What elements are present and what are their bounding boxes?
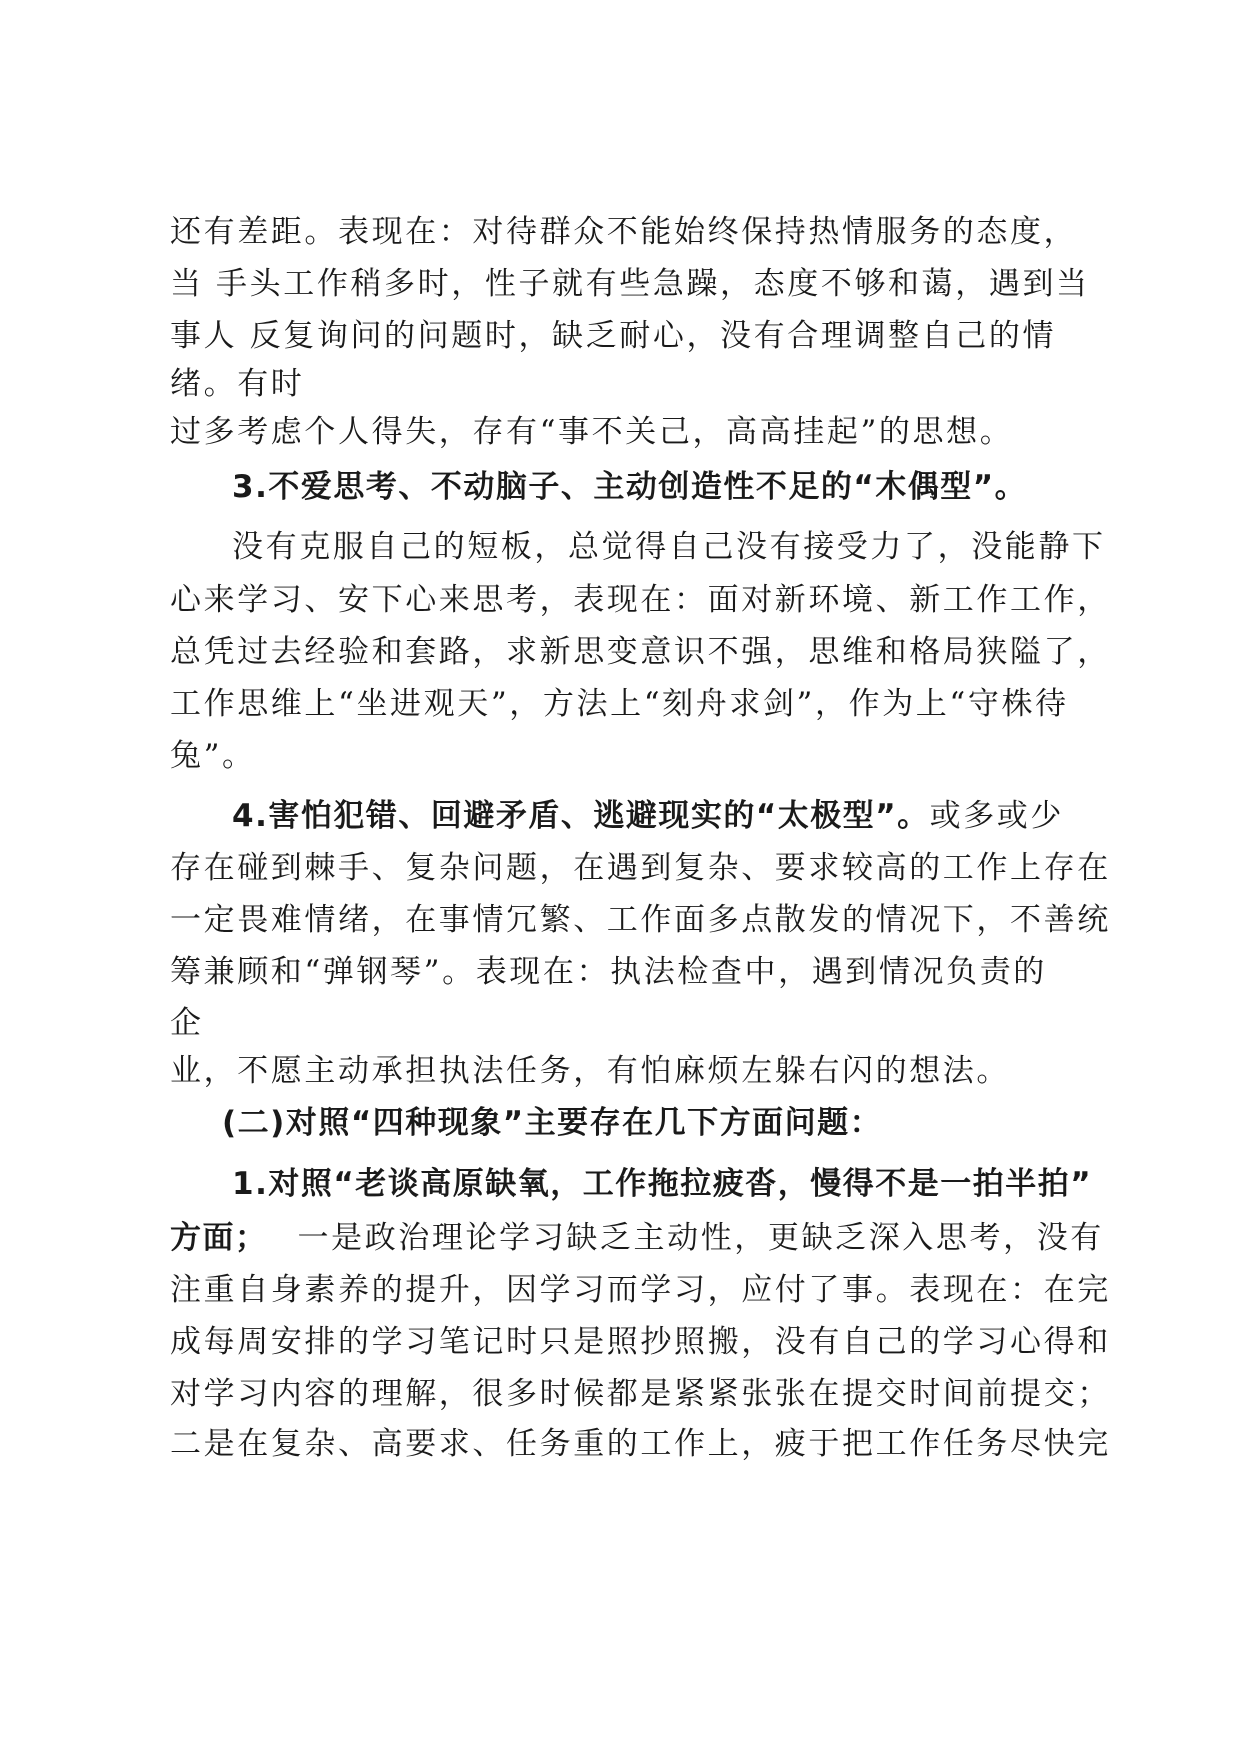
paragraph-line: 兔”。 — [170, 738, 256, 774]
paragraph-line: 注重自身素养的提升，因学习而学习，应付了事。表现在：在完 — [170, 1272, 1111, 1308]
section-heading-3: 3.不爱思考、不动脑子、主动创造性不足的“木偶型”。 — [232, 469, 1028, 505]
item-heading-1: 1.对照“老谈高原缺氧，工作拖拉疲沓，慢得不是一拍半拍” — [232, 1166, 1093, 1202]
paragraph-line: 绪。有时 — [170, 366, 305, 402]
paragraph-line: 没有克服自己的短板，总觉得自己没有接受力了，没能静下 — [232, 529, 1106, 565]
paragraph-line: 总凭过去经验和套路，求新思变意识不强，思维和格局狭隘了， — [170, 634, 1111, 670]
paragraph-line: 事人 反复询问的问题时，缺乏耐心，没有合理调整自己的情 — [170, 318, 1057, 354]
item-heading-line — [170, 1216, 1104, 1260]
paragraph-line: 业，不愿主动承担执法任务，有怕麻烦左躲右闪的想法。 — [170, 1053, 1010, 1089]
paragraph-line: 当 手头工作稍多时，性子就有些急躁，态度不够和蔼，遇到当 — [170, 266, 1090, 302]
paragraph-line: 一定畏难情绪，在事情冗繁、工作面多点散发的情况下，不善统 — [170, 902, 1111, 938]
section-heading-4: 4.害怕犯错、回避矛盾、逃避现实的“太极型”。 — [232, 798, 930, 834]
item-heading-1-tail: 方面； — [170, 1220, 268, 1256]
paragraph-line: 心来学习、安下心来思考，表现在：面对新环境、新工作工作， — [170, 582, 1111, 618]
section-heading-4-line — [232, 794, 1064, 838]
paragraph-line: 存在碰到棘手、复杂问题，在遇到复杂、要求较高的工作上存在 — [170, 850, 1111, 886]
paragraph-text: 一是政治理论学习缺乏主动性，更缺乏深入思考，没有 — [297, 1220, 1104, 1256]
paragraph-line: 过多考虑个人得失，存有“事不关己，高高挂起”的思想。 — [170, 414, 1014, 450]
paragraph-line: 筹兼顾和“弹钢琴”。表现在：执法检查中，遇到情况负责的 — [170, 954, 1047, 990]
subsection-heading: (二)对照“四种现象”主要存在几下方面问题： — [222, 1105, 883, 1141]
paragraph-line: 企 — [170, 1005, 204, 1041]
paragraph-line: 还有差距。表现在：对待群众不能始终保持热情服务的态度， — [170, 214, 1078, 250]
paragraph-line: 成每周安排的学习笔记时只是照抄照搬，没有自己的学习心得和 — [170, 1324, 1111, 1360]
paragraph-line: 二是在复杂、高要求、任务重的工作上，疲于把工作任务尽快完 — [170, 1426, 1111, 1462]
paragraph-line: 对学习内容的理解，很多时候都是紧紧张张在提交时间前提交； — [170, 1376, 1111, 1412]
paragraph-text: 或多或少 — [929, 798, 1064, 834]
paragraph-line: 工作思维上“坐进观天”，方法上“刻舟求剑”，作为上“守株待 — [170, 686, 1069, 722]
